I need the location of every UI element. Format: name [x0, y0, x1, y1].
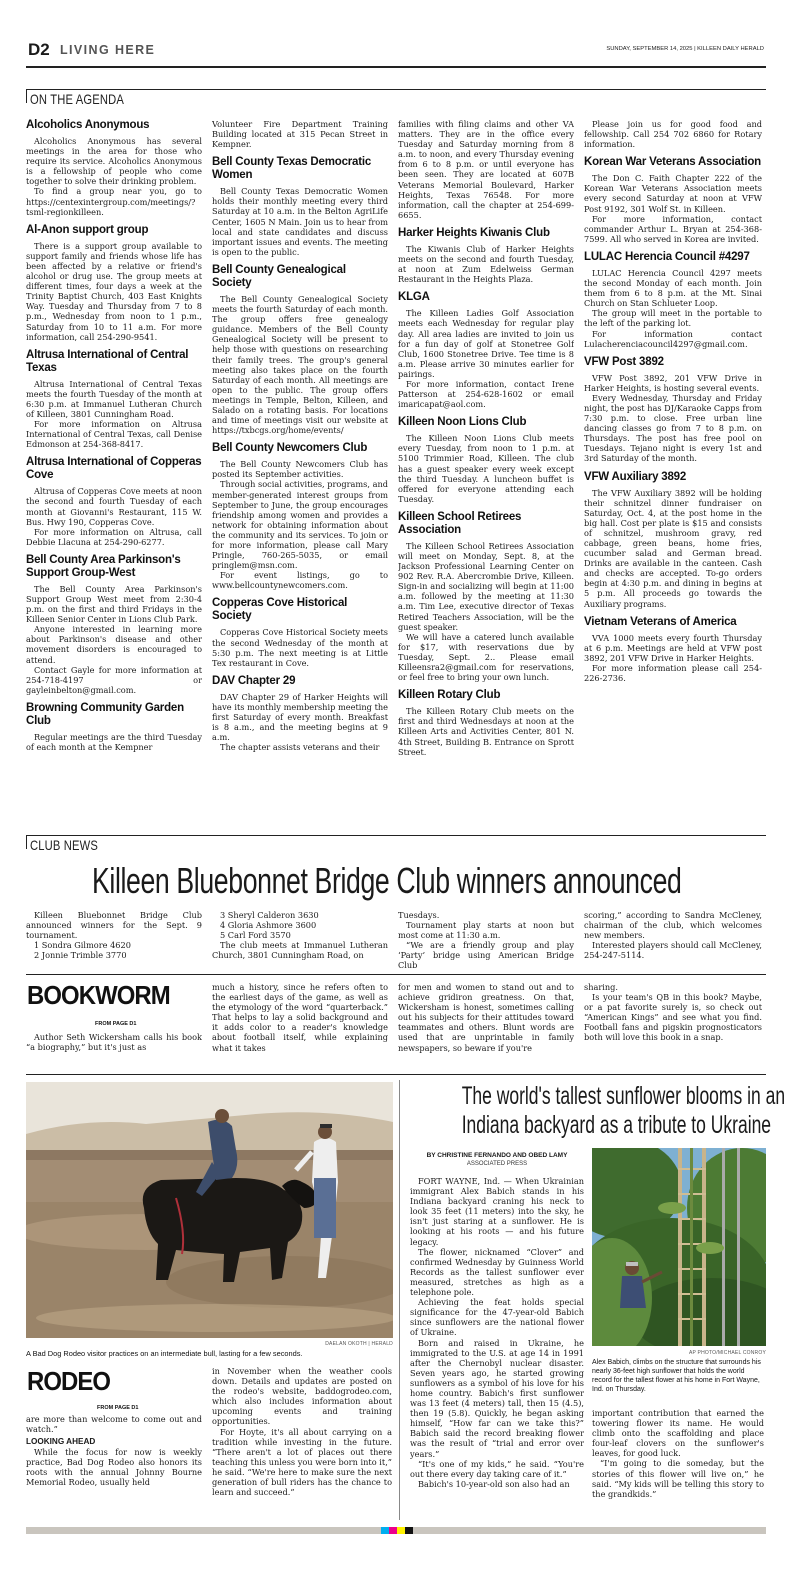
- text: The flower, nicknamed “Clover” and confirmed Wednesday by Guinness World Records as the tallest sunflower ever measured, stretches as high as a telephone pole.: [410, 1246, 584, 1298]
- heading-vfw-post: VFW Post 3892: [584, 355, 664, 368]
- magenta-swatch: [389, 1527, 397, 1534]
- text: “We are a friendly group and play ‘Party’ bridge using American Bridge Club: [398, 940, 574, 970]
- text: The Killeen Rotary Club meets on the first and third Wednesdays at noon at the Killeen Arts and Activities Center, 801 N. 4th Street, Building B. Entrance on Sprott Street.: [398, 706, 574, 757]
- text: FORT WAYNE, Ind. — When Ukrainian immigrant Alex Babich stands in his Indiana backyard craning his neck to look 35 feet (11 meters) into the sky, he isn't just staring at a sunflower. He is looking at his roots — and his future legacy.: [410, 1176, 584, 1247]
- header-rule: [26, 66, 766, 68]
- rodeo-photo-credit: DAELAN OKOTH | HERALD: [325, 1341, 393, 1347]
- bookworm-column-1: [26, 1032, 202, 1062]
- sunflower-photo: [592, 1148, 766, 1346]
- sunflower-column-2: [592, 1408, 764, 1524]
- text: For information contact Lulacherenciacouncil4297@gmail.com.: [584, 328, 762, 349]
- text: 1 Sondra Gilmore 4620: [34, 940, 131, 951]
- text: important contribution that earned the towering flower its name. He would climb onto the scaffolding and place four-leaf clovers on the sunflower's leaves, for good luck.: [592, 1408, 764, 1459]
- heading-school-retirees: Killeen School Retirees Association: [398, 510, 522, 536]
- text: sharing.: [584, 982, 619, 992]
- text: Bell County Texas Democratic Women holds their monthly meeting every third Saturday at 10 a.m. in the Belton AgriLife Center, 1605 N Main. Join us to hear from local and state candidates and discuss important issues and events. The meeting is open to the public.: [212, 186, 388, 257]
- bookworm-bottom-rule: [26, 1074, 766, 1075]
- text: VFW Post 3892, 201 VFW Drive in Harker Heights, is hosting several events.: [584, 372, 762, 393]
- text: Through social activities, programs, and member-generated interest groups from September to June, the group encourages friendship among women and provides a network for obtaining information about the community and its services. To join or for more information, please call Mary Pringle, 760-265-5035, or email pringlem@msn.com.: [212, 479, 388, 571]
- heading-altrusa-cc: Altrusa International of Copperas Cove: [26, 456, 202, 482]
- text: Contact Gayle for more information at 254-718-4197 or gayleinbelton@gmail.com.: [26, 664, 202, 695]
- page-header: [26, 40, 766, 60]
- club-column-1: [26, 910, 202, 970]
- text: The Killeen Noon Lions Club meets every Tuesday, from noon to 1 p.m. at 5100 Trimmier Road, Killeen. The club has a guest speaker every week except the third Tuesday. A luncheon buffet is offered for everyone attending each Tuesday.: [398, 433, 574, 504]
- heading-rotary: Killeen Rotary Club: [398, 689, 501, 702]
- bookworm-jump: FROM PAGE D1: [95, 1021, 137, 1027]
- text: For more information on Altrusa International of Central Texas, call Denise Edmonson at 254-368-8417.: [26, 419, 202, 450]
- heading-lulac: LULAC Herencia Council #4297: [584, 250, 750, 263]
- heading-dav: DAV Chapter 29: [212, 674, 296, 687]
- sunflower-photo-credit: AP PHOTO/MICHAEL CONROY: [688, 1350, 766, 1356]
- section-title: LIVING HERE: [60, 43, 156, 57]
- rodeo-column-1: [26, 1414, 202, 1524]
- heading-altrusa-ct: Altrusa International of Central Texas: [26, 348, 189, 374]
- agenda-column-1: [26, 119, 202, 823]
- text: for men and women to stand out and to achieve gridiron greatness. On that, Wickersham is honest, sometimes calling out his subjects for their attitudes toward teammates and others. Blunt words are used that are unprintable in family newspapers, so beware if you're: [398, 982, 574, 1053]
- text: The chapter assists veterans and their: [220, 742, 380, 753]
- text: Interested players should call McCleney, 254-247-5114.: [584, 940, 762, 961]
- bull-rider-illustration: [26, 1082, 393, 1338]
- text: The VFW Auxiliary 3892 will be holding their schnitzel dinner fundraiser on Saturday, Oct. 4, at the post home in the big hall. Cost per plate is $15 and consists of schnitzel, mushroom gravy, red cabbage, green beans, home fries, cucumber salad and German bread. Drinks are available in the canteen. Cash and checks are accepted. To-go orders begin at 4:30 p.m. and dining in begins at 5 p.m. All proceeds go towards the Auxiliary programs.: [584, 487, 762, 609]
- text: 2 Jonnie Trimble 3770: [34, 950, 127, 961]
- vertical-divider: [399, 1080, 400, 1520]
- text: “I'm going to die someday, but the stories of this flower will live on,” he said. “My kids will be telling this story to the grandkids.”: [592, 1458, 764, 1499]
- text: The club meets at Immanuel Lutheran Church, 3801 Cunningham Road, on: [212, 940, 388, 961]
- text: LULAC Herencia Council 4297 meets the second Monday of each month. Join them from 6 to 8 p.m. at the Mt. Sinai Church on Stan Schlueter Loop.: [584, 267, 762, 309]
- text: For more information, contact commander Arthur L. Bryan at 254-368-7599. All who served in Korea are invited.: [584, 213, 762, 244]
- text: For more information please call 254-226-2736.: [584, 662, 762, 684]
- sunflower-headline-line1: The world's tallest sunflower blooms in an: [461, 1082, 786, 1110]
- heading-vfw-auxiliary: VFW Auxiliary 3892: [584, 470, 687, 483]
- club-headline: Killeen Bluebonnet Bridge Club winners announced: [92, 860, 682, 901]
- rodeo-kicker: RODEO: [27, 1366, 111, 1396]
- rodeo-jump: FROM PAGE D1: [97, 1405, 139, 1411]
- club-bottom-rule: [26, 974, 766, 975]
- text: Copperas Cove Historical Society meets the second Wednesday of the month at 5:30 p.m. The next meeting is at Little Tex restaurant in Cove.: [212, 627, 388, 668]
- text: For Hoyte, it's all about carrying on a tradition while investing in the future. “There aren't a lot of places out there teaching this unless you were born into it,” he said. “We're here to make sure the next generation of bull riders has the chance to learn and succeed.”: [212, 1426, 392, 1498]
- text: The Bell County Area Parkinson's Support Group West meet from 2:30-4 p.m. on the first and third Fridays in the Killeen Senior Center in Lions Club Park.: [26, 583, 202, 625]
- text: scoring,” according to Sandra McCleney, chairman of the club, which welcomes new members.: [584, 910, 762, 941]
- sunflower-column-1: [410, 1176, 584, 1524]
- text: VVA 1000 meets every fourth Thursday at 6 p.m. Meetings are held at VFW post 3892, 201 VFW Drive in Harker Heights.: [584, 632, 762, 663]
- text: much a history, since he refers often to the earliest days of the game, as well as the etymology of the word “quarterback.” That helps to lay a solid background and it adds color to a reader's knowledge about football itself, while explaining what it takes: [212, 982, 388, 1053]
- bookworm-column-3: [398, 982, 574, 1066]
- heading-noon-lions: Killeen Noon Lions Club: [398, 416, 527, 429]
- dateline: SUNDAY, SEPTEMBER 14, 2025 | KILLEEN DAILY HERALD: [606, 46, 764, 52]
- text: The Kiwanis Club of Harker Heights meets on the second and fourth Tuesday, at noon at Zum Edelweiss German Restaurant in the Heights Plaza.: [398, 243, 574, 285]
- text: DAV Chapter 29 of Harker Heights will have its monthly membership meeting the first Saturday of every month. Breakfast is 8 a.m., and the meeting begins at 9 a.m.: [212, 691, 388, 743]
- heading-newcomers: Bell County Newcomers Club: [212, 442, 368, 455]
- sunflower-headline: [408, 1082, 786, 1140]
- text: For more information, contact Irene Patterson at 254-628-1602 or email imaricapat@aol.com.: [398, 378, 574, 410]
- bookworm-kicker: BOOKWORM: [27, 980, 170, 1010]
- heading-democratic-women: Bell County Texas Democratic Women: [212, 156, 372, 182]
- text: Regular meetings are the third Tuesday of each month at the Kempner: [26, 731, 202, 753]
- text: The Don C. Faith Chapter 222 of the Korean War Veterans Association meets every second Saturday at noon at VFW Post 9192, 301 Wolf St. in Killeen.: [584, 173, 762, 214]
- heading-alanon: Al-Anon support group: [26, 223, 149, 236]
- club-column-4: [584, 910, 762, 970]
- club-column-2: [212, 910, 388, 970]
- text: Altrusa of Copperas Cove meets at noon the second and fourth Tuesday of each month at Giovanni's Restaurant, 115 W. Bus. Hwy 190, Copperas Cove.: [26, 486, 202, 527]
- sunflower-byline: BY CHRISTINE FERNANDO AND OBED LAMY: [426, 1152, 568, 1159]
- text: families with filing claims and other VA matters. They are in the office every Tuesday and Saturday morning from 8 a.m. to noon, and every Thursday evening from 6 to 8 p.m. or until everyone has been seen. They are located at 607B Veterans Memorial Boulevard, Harker Heights, Texas 76548. For more information, call the chapter at 254-699-6655.: [398, 119, 574, 220]
- agenda-label-box: [26, 89, 766, 103]
- text: Altrusa International of Central Texas meets the fourth Tuesday of the month at 6:30 p.m. at Immanuel Lutheran Church of Killeen, 3801 Cunningham Road.: [26, 378, 202, 419]
- black-swatch: [405, 1527, 413, 1534]
- rodeo-photo: [26, 1082, 393, 1338]
- cyan-swatch: [381, 1527, 389, 1534]
- yellow-swatch: [397, 1527, 405, 1534]
- text: 4 Gloria Ashmore 3600: [220, 920, 317, 931]
- text: The Killeen Ladies Golf Association meets each Wednesday for regular play day. All area ladies are invited to join us for a fun day of golf at Stonetree Golf Club, 1600 Stonetree Drive. Tee time is 8 a.m. Please arrive 30 minutes earlier for pairings.: [398, 308, 574, 379]
- text: For more information on Altrusa, call Debbie Llacuna at 254-290-6277.: [26, 526, 202, 547]
- text: are more than welcome to come out and watch.”: [26, 1414, 202, 1435]
- text: Tuesdays.: [398, 910, 440, 920]
- text: “It's one of my kids,” he said. “You're out there every day taking care of it.”: [410, 1458, 584, 1479]
- agenda-label: ON THE AGENDA: [30, 91, 124, 107]
- text: 3 Sheryl Calderon 3630: [220, 910, 319, 920]
- text: Is your team's QB in this book? Maybe, or a pat favorite surely is, so check out “American Kings” and see what you find. Football fans and pigskin prognosticators both will love this book in a snap.: [584, 992, 762, 1043]
- text: The group will meet in the portable to the left of the parking lot.: [584, 308, 762, 329]
- text: Tournament play starts at noon but most come at 11:30 a.m.: [398, 920, 574, 941]
- sunflower-headline-line2: Indiana backyard as a tribute to Ukraine: [461, 1111, 772, 1139]
- rodeo-subhead: LOOKING AHEAD: [26, 1437, 96, 1447]
- text: Author Seth Wickersham calls his book “a biography,” but it's just as: [26, 1032, 202, 1053]
- bookworm-column-4: [584, 982, 762, 1066]
- club-label-box: [26, 835, 766, 849]
- text: Volunteer Fire Department Training Building located at 315 Pecan Street in Kempner.: [212, 119, 388, 150]
- text: There is a support group available to support family and friends whose life has been affected by a relative or friend's alcohol or drug use. The group meets at different times, four days a week at the Trinity Baptist Church, 403 East Knights Way. Tuesday and Thursday from 7 to 8 p.m., Wednesday from noon to 1 p.m., Saturday from 10 to 11 a.m. For more information, call 254-290-9541.: [26, 240, 202, 342]
- text: We will have a catered lunch available for $17, with reservations due by Tuesday, Sept. 2.. Please email Killeensra2@gmail.com for reservations, or feel free to bring your own lunch.: [398, 631, 574, 683]
- text: Babich's 10-year-old son also had an: [418, 1478, 570, 1489]
- heading-korean-war: Korean War Veterans Association: [584, 156, 762, 169]
- heading-kiwanis: Harker Heights Kiwanis Club: [398, 226, 550, 239]
- text: Alcoholics Anonymous has several meetings in the area for those who require its service. Alcoholics Anonymous is a fellowship of people who come together to solve their drinking problem.: [26, 136, 202, 187]
- heading-browning: Browning Community Garden Club: [26, 701, 184, 727]
- text: For event listings, go to www.bellcountynewcomers.com.: [212, 570, 388, 591]
- text: 5 Carl Ford 3570: [220, 930, 291, 941]
- text: Every Wednesday, Thursday and Friday night, the post has DJ/Karaoke Capps from 7:30 p.m. to close. Free urban line dancing classes go from 7 to 8 p.m. on Thursdays. The post has free pool on Tuesdays. Tejano night is every 1st and 3rd Saturday of the month.: [584, 392, 762, 464]
- heading-klga: KLGA: [398, 291, 430, 304]
- rodeo-column-2: [212, 1366, 392, 1522]
- heading-cove-historical: Copperas Cove Historical Society: [212, 597, 348, 623]
- text: Born and raised in Ukraine, he immigrated to the U.S. at age 14 in 1991 after the Chernobyl nuclear disaster. Seven years ago, he started growing sunflowers as a symbol of his love for his home country. Babich's first sunflower was 13 feet (4 meters) tall, then 15 (4.5), then 19 (5.8). Quickly, he began asking himself, “How far can we take this?” Babich said the record breaking flower was the result of “trial and error over years.”: [410, 1337, 584, 1459]
- text: Killeen Bluebonnet Bridge Club announced winners for the Sept. 9 tournament.: [26, 910, 202, 941]
- bookworm-column-2: [212, 982, 388, 1066]
- text: The Bell County Genealogical Society meets the fourth Saturday of each month. The group offers free genealogy guidance. Members of the Bell County Genealogical Society will be present to help those with questions on researching their family trees. The group's general meeting also takes place on the fourth Saturday of each month. All meetings are open to the public. The group offers meetings in Temple, Belton, Killeen, and Salado on a rotating basis. For locations and time of meetings visit our website at https://txbcgs.org/home/events/: [212, 293, 388, 436]
- text: While the focus for now is weekly practice, Bad Dog Rodeo also honors its roots with the annual Johnny Bourne Memorial Rodeo, usually held: [26, 1447, 202, 1488]
- sunflower-scaffold-illustration: [592, 1148, 766, 1346]
- heading-aa: Alcoholics Anonymous: [26, 119, 150, 131]
- agenda-column-3: [398, 119, 574, 823]
- text: The Bell County Newcomers Club has posted its September activities.: [212, 459, 388, 480]
- sunflower-caption: Alex Babich, climbs on the structure that surrounds his nearly 36-feet high sunflower that holds the world record for the tallest flower at his home in Fort Wayne, Ind. on Thursday.: [592, 1359, 761, 1393]
- heading-parkinsons: Bell County Area Parkinson's Support Group-West: [26, 553, 181, 579]
- heading-genealogical: Bell County Genealogical Society: [212, 263, 346, 289]
- club-label: CLUB NEWS: [30, 837, 99, 853]
- text: Anyone interested in learning more about Parkinson's disease and other movement disorders is encouraged to attend.: [26, 624, 202, 665]
- sunflower-agency: ASSOCIATED PRESS: [466, 1161, 528, 1167]
- text: To find a group near you, go to https://centexintergroup.com/meetings/?tsml-regionkilleen.: [26, 186, 202, 217]
- club-column-3: [398, 910, 574, 970]
- page-number: D2: [28, 40, 50, 59]
- color-registration-marks: [381, 1527, 413, 1534]
- text: in November when the weather cools down. Details and updates are posted on the rodeo's website, baddogrodeo.com, which also includes information about upcoming events and training opportunities.: [212, 1366, 392, 1427]
- agenda-column-4: [584, 119, 762, 823]
- heading-vietnam-veterans: Vietnam Veterans of America: [584, 615, 737, 628]
- text: Please join us for good food and fellowship. Call 254 702 6860 for Rotary information.: [584, 119, 762, 150]
- rodeo-caption: A Bad Dog Rodeo visitor practices on an intermediate bull, lasting for a few seconds.: [26, 1349, 303, 1358]
- agenda-column-2: [212, 119, 388, 823]
- text: The Killeen School Retirees Association will meet on Monday, Sept. 8, at the Jackson Professional Learning Center on 902 Rev. R.A. Abercrombie Drive, Killeen. Sign-in and socializing will begin at 11:00 a.m. followed by the meeting at 11:30 a.m. Tim Lee, executive director of Texas Retired Teachers Association, will be the guest speaker.: [398, 540, 574, 632]
- text: Achieving the feat holds special significance for the 47-year-old Babich since sunflowers are the national flower of Ukraine.: [410, 1297, 584, 1338]
